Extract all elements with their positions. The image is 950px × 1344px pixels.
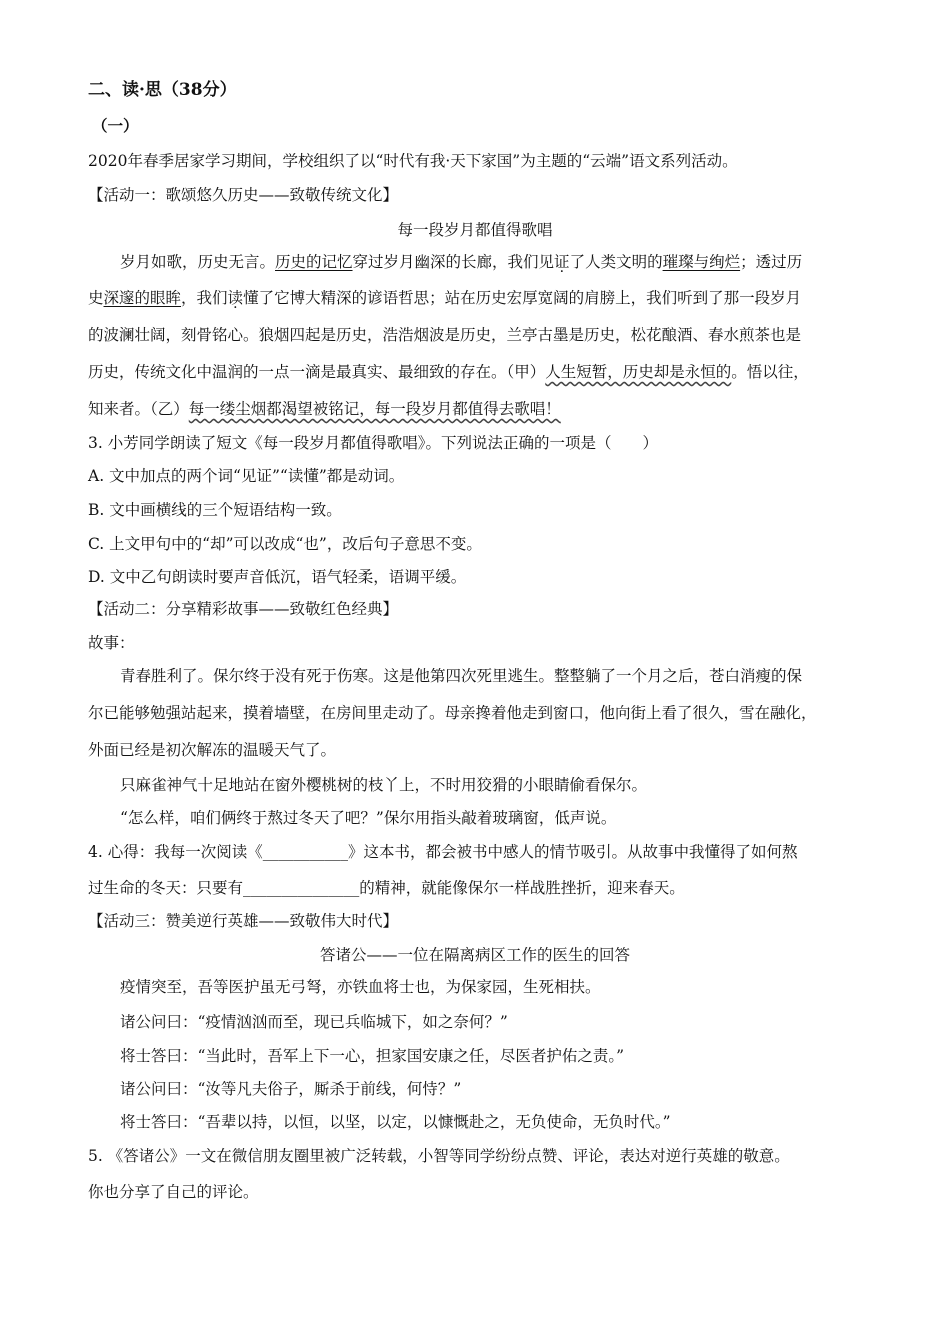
- story-line-2: 尔已能够勉强站起来，摸着墙壁，在房间里走动了。母亲搀着他走到窗口，他向街上看了很久，雪在融化，: [88, 704, 817, 722]
- classical-line-1: 疫情突至，吾等医护虽无弓弩，亦铁血将士也，为保家园，生死相扶。: [120, 978, 601, 996]
- question-3-option-c: C. 上文甲句中的“却”可以改成“也”，改后句子意思不变。: [88, 535, 482, 553]
- activity2-heading: 【活动二：分享精彩故事——致敬红色经典】: [88, 600, 399, 618]
- classical-line-4: 诸公问曰：“汝等凡夫俗子，厮杀于前线，何恃？”: [120, 1080, 462, 1098]
- story-line-3: 外面已经是初次解冻的温暖天气了。: [88, 741, 337, 759]
- question-3-option-a: A. 文中加点的两个词“见证”“读懂”都是动词。: [88, 467, 405, 485]
- section-title: 二、读·思（38分）: [88, 80, 237, 100]
- story-label: 故事：: [88, 634, 135, 652]
- sentence-jia: 人生短暂，历史却是永恒的: [545, 363, 732, 381]
- classical-line-5: 将士答曰：“吾辈以持，以恒，以坚，以定，以慷慨赴之，无负使命，无负时代。”: [120, 1113, 671, 1131]
- part-one-label: （一）: [92, 116, 139, 135]
- sentence-yi: 每一缕尘烟都渴望被铭记，每一段岁月都值得去歌唱！: [188, 400, 561, 418]
- passage-line-5: 知来者。（乙）每一缕尘烟都渴望被铭记，每一段岁月都值得去歌唱！: [88, 400, 561, 418]
- passage-line-4: 历史，传统文化中温润的一点一滴是最真实、最细致的存在。（甲）人生短暂，历史却是永恒的。悟以往，: [88, 363, 809, 381]
- passage-line-3: 的波澜壮阔，刻骨铭心。狼烟四起是历史，浩浩烟波是历史，兰亭古墨是历史，松花酿酒、春水煎茶也是: [88, 326, 802, 344]
- underlined-phrase-1: 历史的记忆: [275, 253, 353, 271]
- question-4-line-1: 4. 心得：我每一次阅读《___________》这本书，都会被书中感人的情节吸引。从故事中我懂得了如何熬: [88, 843, 798, 861]
- passage-line-1: 岁月如歌，历史无言。历史的记忆穿过岁月幽深的长廊，我们见证了人类文明的璀璨与绚烂；透过历: [120, 253, 803, 271]
- underlined-phrase-3: 深邃的眼眸: [103, 289, 182, 307]
- intro-text: 2020年春季居家学习期间，学校组织了以“时代有我·天下家国”为主题的“云端”语文系列活动。: [88, 152, 738, 170]
- activity1-heading: 【活动一：歌颂悠久历史——致敬传统文化】: [88, 186, 399, 204]
- activity3-heading: 【活动三：赞美逆行英雄——致敬伟大时代】: [88, 912, 399, 930]
- question-5-line-2: 你也分享了自己的评论。: [88, 1183, 259, 1201]
- dotted-char-1: 证: [554, 253, 570, 271]
- classical-line-2: 诸公问曰：“疫情汹汹而至，现已兵临城下，如之奈何？”: [120, 1013, 508, 1031]
- story-line-4: 只麻雀神气十足地站在窗外樱桃树的枝丫上，不时用狡猾的小眼睛偷看保尔。: [120, 776, 648, 794]
- activity3-article-title: 答诸公——一位在隔离病区工作的医生的回答: [319, 946, 630, 964]
- underlined-phrase-2: 璀璨与绚烂: [662, 253, 741, 271]
- question-3-stem: 3. 小芳同学朗读了短文《每一段岁月都值得歌唱》。下列说法正确的一项是（ ）: [88, 434, 658, 452]
- story-line-1: 青春胜利了。保尔终于没有死于伤寒。这是他第四次死里逃生。整整躺了一个月之后，苍白消瘦的保: [120, 667, 803, 685]
- classical-line-3: 将士答曰：“当此时，吾军上下一心，担家国安康之任，尽医者护佑之责。”: [120, 1047, 625, 1065]
- question-3-option-d: D. 文中乙句朗读时要声音低沉，语气轻柔，语调平缓。: [88, 568, 467, 586]
- question-3-option-b: B. 文中画横线的三个短语结构一致。: [88, 501, 342, 519]
- story-line-5: “怎么样，咱们俩终于熬过冬天了吧？”保尔用指头敲着玻璃窗，低声说。: [120, 809, 617, 827]
- question-4-line-2: 过生命的冬天：只要有_______________的精神，就能像保尔一样战胜挫折，迎来春天。: [88, 879, 685, 897]
- passage-line-2: 史深邃的眼眸，我们读懂了它博大精深的谚语哲思；站在历史宏厚宽阔的肩膀上，我们听到了那一段岁月: [88, 289, 802, 307]
- dotted-char-2: 读: [227, 289, 244, 307]
- question-5-line-1: 5. 《答诸公》一文在微信朋友圈里被广泛转载，小智等同学纷纷点赞、评论，表达对逆行英雄的敬意。: [88, 1147, 790, 1165]
- activity1-article-title: 每一段岁月都值得歌唱: [397, 221, 553, 239]
